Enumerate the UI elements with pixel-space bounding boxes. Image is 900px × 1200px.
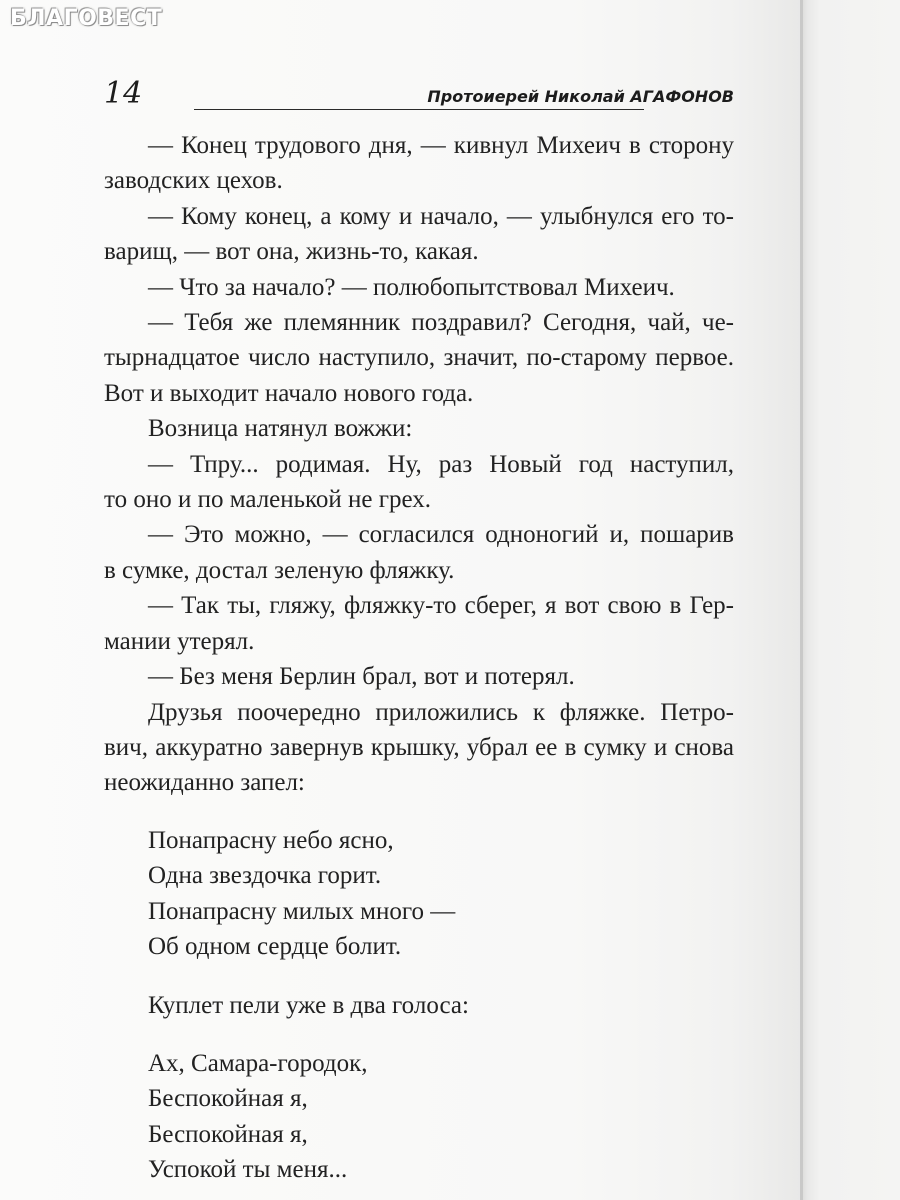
text-line: заводских цехов. (104, 167, 283, 195)
couplet-line: Куплет пели уже в два голоса: (148, 992, 469, 1020)
next-page-edge (800, 0, 900, 1200)
text-line: вич, аккуратно завернув крышку, убрал ее в сумку и снова (104, 733, 734, 761)
text-line: — Конец трудового дня, — кивнул Михеич в сторону (148, 132, 734, 159)
text-line: Друзья поочередно приложились к фляжке. Петро- (148, 698, 734, 726)
page-gutter (800, 0, 803, 1200)
text-line: Возница натянул вожжи: (148, 415, 413, 443)
text-line: Вот и выходит начало нового года. (104, 379, 474, 407)
text-line: варищ, — вот она, жизнь-то, какая. (104, 238, 479, 266)
verse-line: Понапрасну небо ясно, (148, 826, 394, 854)
text-line: в сумке, достал зеленую фляжку. (104, 556, 455, 584)
body-text (104, 128, 734, 1187)
verse-line: Понапрасну милых много — (148, 897, 456, 925)
page-number: 14 (104, 76, 143, 111)
text-line: — Кому конец, а кому и начало, — улыбнулся его то- (148, 202, 734, 230)
verse-line: Ах, Самара-городок, (148, 1049, 368, 1077)
page-header (104, 76, 734, 116)
header-rule (194, 109, 644, 110)
text-line: — Тебя же племянник поздравил? Сегодня, чай, че- (148, 309, 734, 337)
verse-stanza-1 (104, 823, 734, 965)
text-line: неожиданно запел: (104, 769, 305, 797)
verse-line: Беспокойная я, (148, 1120, 308, 1148)
verse-stanza-2 (104, 1046, 734, 1188)
verse-line: Успокой ты меня... (148, 1155, 348, 1183)
running-head: Протоиерей Николай АГАФОНОВ (427, 87, 734, 106)
text-line: — Так ты, гляжу, фляжку-то сберег, я вот свою в Гер- (148, 592, 734, 620)
text-line: то оно и по маленькой не грех. (104, 486, 432, 514)
verse-line: Беспокойная я, (148, 1085, 308, 1113)
text-line: — Что за начало? — полюбопытствовал Михеич. (148, 273, 675, 301)
text-line: мании утерял. (104, 627, 255, 655)
text-line: — Это можно, — согласился одноногий и, пошарив (148, 521, 734, 549)
text-line: — Тпру... родимая. Ну, раз Новый год наступил, (148, 450, 734, 478)
verse-line: Одна звездочка горит. (148, 862, 382, 890)
verse-line: Об одном сердце болит. (148, 932, 402, 960)
text-line: — Без меня Берлин брал, вот и потерял. (148, 663, 575, 691)
text-line: тырнадцатое число наступило, значит, по-старому первое. (104, 344, 734, 372)
watermark-logo: БЛАГОВЕСТ (10, 6, 163, 31)
